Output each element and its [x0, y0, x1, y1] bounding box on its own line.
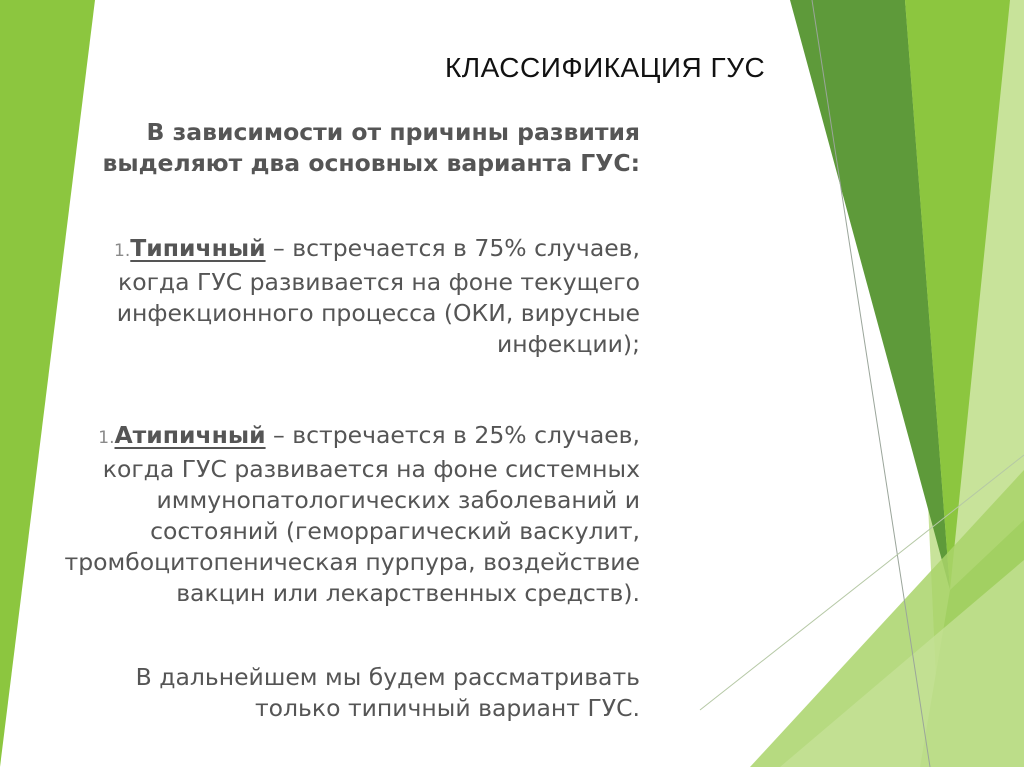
- list-item-first-line: [20, 420, 640, 454]
- list-item-rest: – встречается в 75% случаев,: [265, 234, 640, 262]
- slide-title: КЛАССИФИКАЦИЯ ГУС: [445, 52, 766, 83]
- list-item-first-line: [20, 233, 640, 267]
- closing-line: В дальнейшем мы будем рассматривать: [135, 663, 640, 691]
- list-item-line: инфекционного процесса (ОКИ, вирусные: [116, 299, 640, 327]
- list-item-typical: [20, 233, 640, 360]
- list-number: 1.: [98, 428, 115, 448]
- closing-line: только типичный вариант ГУС.: [254, 694, 640, 722]
- list-item-rest: – встречается в 25% случаев,: [265, 421, 640, 449]
- list-item-line: иммунопатологических заболеваний и: [156, 486, 640, 514]
- list-item-atypical: [20, 420, 640, 609]
- closing-paragraph: [20, 662, 640, 724]
- list-item-line: тромбоцитопеническая пурпура, воздействие: [64, 548, 640, 576]
- list-item-line: состояний (геморрагический васкулит,: [150, 517, 640, 545]
- intro-paragraph: [20, 117, 640, 179]
- list-item-line: когда ГУС развивается на фоне системных: [102, 455, 640, 483]
- list-term: Типичный: [130, 234, 266, 262]
- intro-line: выделяют два основных варианта ГУС:: [102, 149, 640, 177]
- left-green-panel: [0, 0, 95, 767]
- list-number: 1.: [114, 241, 131, 261]
- list-item-line: когда ГУС развивается на фоне текущего: [118, 268, 640, 296]
- list-term: Атипичный: [114, 421, 266, 449]
- intro-line: В зависимости от причины развития: [146, 118, 640, 146]
- list-item-line: инфекции);: [496, 330, 640, 358]
- list-item-line: вакцин или лекарственных средств).: [176, 579, 640, 607]
